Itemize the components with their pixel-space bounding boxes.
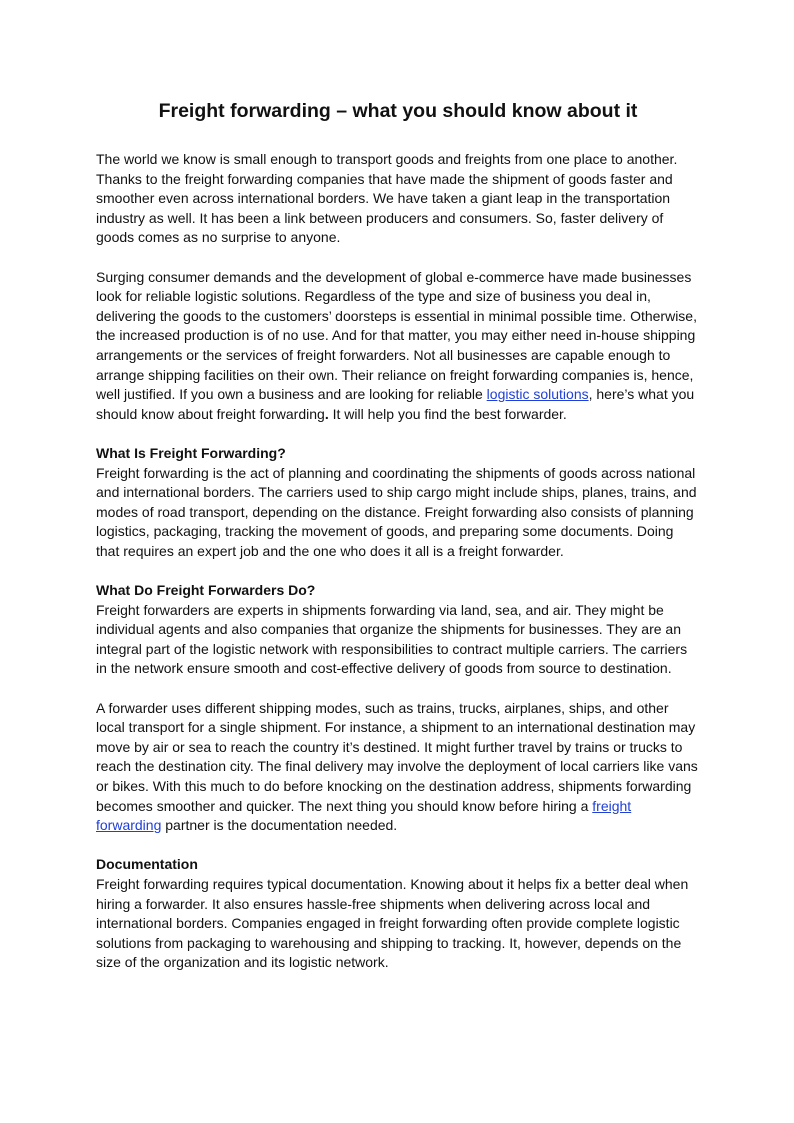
freight-forwarding-link[interactable]: freight forwarding [96,797,632,834]
section-heading-what-is: What Is Freight Forwarding? [96,444,286,461]
bold-period: . [324,405,329,422]
section-what-is [96,444,700,562]
forwarder-modes-text-after: partner is the documentation needed. [161,817,398,834]
section-body-documentation: Freight forwarding requires typical documentation. Knowing about it helps fix a better deal when hiring a forwarder. It also ensures hassle-free shipments when delivering across local and international borders. Companies engaged in freight forwarding often provide complete logistic solutions from packaging to warehousing and shipping to tracking. It, however, depends on the size of the organization and its logistic network. [96,875,689,971]
forwarder-modes-paragraph [96,699,700,836]
section-what-do [96,581,700,679]
section-documentation [96,855,700,973]
reliance-paragraph [96,268,700,425]
intro-paragraph: The world we know is small enough to transport goods and freights from one place to another. Thanks to the freight forwarding companies that have made the shipment of goods faster and smoother even across international borders. We have taken a giant leap in the transportation industry as well. It has been a link between producers and consumers. So, faster delivery of goods comes as no surprise to anyone. [96,151,678,246]
reliance-text-after: , here’s what you should know about freight forwarding [96,386,695,422]
logistic-solutions-link[interactable]: logistic solutions [486,386,589,403]
section-heading-documentation: Documentation [96,856,198,873]
section-heading-what-do: What Do Freight Forwarders Do? [96,582,316,599]
document-title: Freight forwarding – what you should know about it [158,100,638,122]
reliance-text: Surging consumer demands and the development of global e-commerce have made businesses look for reliable logistic solutions. Regardless of the type and size of business you deal in, delivering the goods to the customers’ doorsteps is essential in minimal possible time. Otherwise, the increased production is of no use. And for that matter, you may either need in-house shipping arrangements or the services of freight forwarders. Not all businesses are capable enough to arrange shipping facilities on their own. Their reliance on freight forwarding companies is, hence, well justified. If you own a business and are looking for reliable [96,268,697,403]
document-page [96,98,700,993]
section-body-what-is: Freight forwarding is the act of planning and coordinating the shipments of goods across national and international borders. The carriers used to ship cargo might include ships, planes, trains, and modes of road transport, depending on the distance. Freight forwarding also consists of planning logistics, packaging, tracking the movement of goods, and preparing some documents. Doing that requires an expert job and the one who does it all is a freight forwarder. [96,464,697,559]
section-body-what-do: Freight forwarders are experts in shipments forwarding via land, sea, and air. They might be individual agents and also companies that organize the shipments for businesses. They are an integral part of the logistic network with responsibilities to contract multiple carriers. The carriers in the network ensure smooth and cost-effective delivery of goods from source to destination. [96,601,688,677]
reliance-text-tail: It will help you find the best forwarder. [328,405,567,422]
forwarder-modes-text: A forwarder uses different shipping modes, such as trains, trucks, airplanes, ships, and other local transport for a single shipment. For instance, a shipment to an international destination may move by air or sea to reach the country it’s destined. It might further travel by trains or trucks to reach the destination city. The final delivery may involve the deployment of local carriers like vans or bikes. With this much to do before knocking on the destination address, shipments forwarding becomes smoother and quicker. The next thing you should know before hiring a [96,699,698,814]
